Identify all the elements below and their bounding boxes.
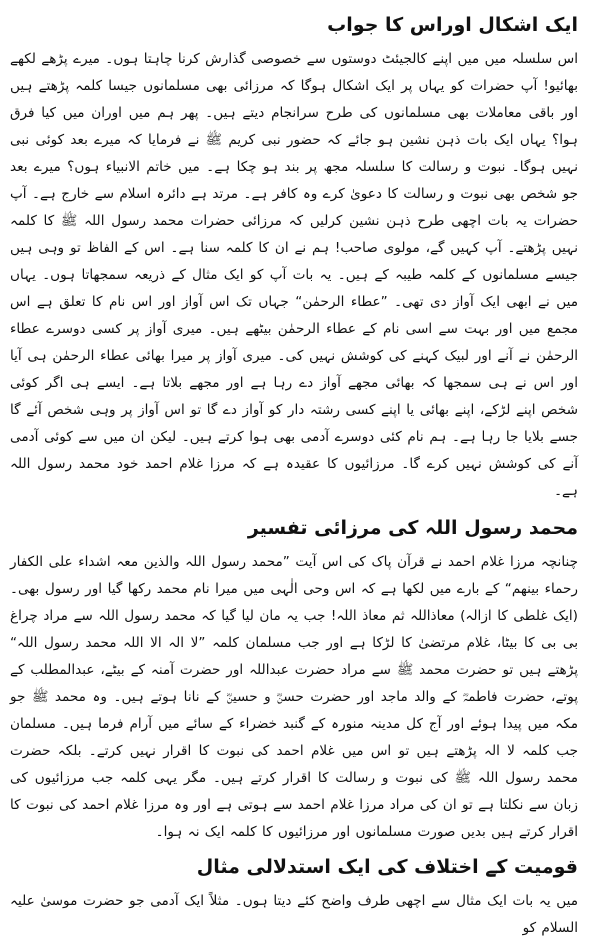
section-objection-answer	[10, 12, 578, 505]
section-heading: محمد رسول اللہ کی مرزائی تفسیر	[247, 517, 578, 539]
section-heading: قومیت کے اختلاف کی ایک استدلالی مثال	[196, 856, 578, 878]
section-heading: ایک اشکال اوراس کا جواب	[327, 14, 578, 36]
paragraph: میں یہ بات ایک مثال سے اچھی طرف واضح کئے دیتا ہوں۔ مثلاً ایک آدمی جو حضرت موسیٰ علیہ السلام کو	[10, 893, 578, 936]
paragraph: اس سلسلہ میں میں اپنے کالجیئٹ دوستوں سے خصوصی گذارش کرنا چاہتا ہوں۔ میرے پڑھے لکھے بھائیو! آپ حضرات کو یہاں پر ایک اشکال ہوگا کہ مرزائی بھی مسلمانوں جیسا کلمہ پڑھتے ہیں اور باقی معاملات بھی مسلمانوں کی طرح سرانجام دیتے ہیں۔ پھر ہم میں اوران میں کیا فرق ہوا؟ یہاں ایک بات ذہن نشین ہو جائے کہ حضور نبی کریم ﷺ نے فرمایا کہ میرے بعد کوئی نبی نہیں ہوگا۔ نبوت و رسالت کا سلسلہ مجھ پر بند ہو چکا ہے۔ میں خاتم الانبیاء ہوں؟ میرے بعد جو شخص بھی نبوت و رسالت کا دعویٰ کرے وہ کافر ہے۔ مرتد ہے دائرہ اسلام سے خارج ہے۔ آپ حضرات یہ بات اچھی طرح ذہن نشین کرلیں کہ مرزائی حضرات محمد رسول اللہ ﷺ کا کلمہ نہیں پڑھتے۔ آپ کہیں گے، مولوی صاحب! ہم نے ان کا کلمہ سنا ہے۔ اس کے الفاظ تو وہی ہیں جیسے مسلمانوں کے کلمہ طیبہ کے ہیں۔ یہ بات آپ کو ایک مثال کے ذریعہ سمجھاتا ہوں۔ یہاں میں نے ابھی ایک آواز دی تھی۔ ”عطاء الرحمٰن“ جہاں تک اس آواز اور اس نام کا تعلق ہے اس مجمع میں اور بہت سے اسی نام کے عطاء الرحمٰن بیٹھے ہیں۔ میری آواز پر کسی دوسرے عطاء الرحمٰن نے آنے اور لبیک کہنے کی کوشش نہیں کی۔ میری آواز پر میرا بھائی عطاء الرحمٰن ہی آیا اور اس نے ہی سمجھا کہ بھائی مجھے آواز دے رہا ہے اور مجھے بلاتا ہے۔ ایسے ہی اگر کوئی شخص اپنے لڑکے، اپنے بھائی یا اپنے کسی رشتہ دار کو آواز دے گا تو اس آواز پر وہی شخص آئے گا جسے بلایا جا رہا ہے۔ ہم نام کئی دوسرے آدمی بھی ہوا کرتے ہیں۔ لیکن ان میں سے کوئی آدمی آنے کی کوشش نہیں کرے گا۔ مرزائیوں کا عقیدہ ہے کہ مرزا غلام احمد خود محمد رسول اللہ ہے۔	[10, 51, 578, 499]
paragraph: چنانچہ مرزا غلام احمد نے قرآن پاک کی اس آیت ”محمد رسول اللہ والذین معہ اشداء علی الکفار رحماء بینھم“ کے بارے میں لکھا ہے کہ اس وحی الٰہی میں میرا نام محمد رکھا گیا اور رسول بھی۔ (ایک غلطی کا ازالہ) معاذاللہ ثم معاذ اللہ! جب یہ مان لیا گیا کہ محمد رسول اللہ سے مراد چراغ بی بی کا بیٹا، غلام مرتضیٰ کا لڑکا ہے اور جب مسلمان کلمہ ”لا الہ الا اللہ محمد رسول اللہ“ پڑھتے ہیں تو حضرت محمد ﷺ سے مراد حضرت عبداللہ اور حضرت آمنہ کے بیٹے، عبدالمطلب کے پوتے، حضرت فاطمہؓ کے والد ماجد اور حضرت حسنؓ و حسینؓ کے نانا ہوتے ہیں۔ وہ محمد ﷺ جو مکہ میں پیدا ہوئے اور آج کل مدینہ منورہ کے گنبد خضراء کے سائے میں آرام فرما ہیں۔ مسلمان جب کلمہ لا الہ پڑھتے ہیں تو اس میں غلام احمد کی نبوت کا اقرار نہیں کرتے۔ بلکہ حضرت محمد رسول اللہ ﷺ کی نبوت و رسالت کا اقرار کرتے ہیں۔ مگر یہی کلمہ جب مرزائیوں کی زبان سے نکلتا ہے تو ان کی مراد مرزا غلام احمد سے ہوتی ہے اور وہ مرزا غلام احمد کی نبوت کا اقرار کرتے ہیں بدیں صورت مسلمانوں اور مرزائیوں کا کلمہ ایک نہ ہوا۔	[10, 554, 578, 840]
section-nationality-example	[10, 854, 578, 942]
section-mirzai-tafseer	[10, 515, 578, 846]
